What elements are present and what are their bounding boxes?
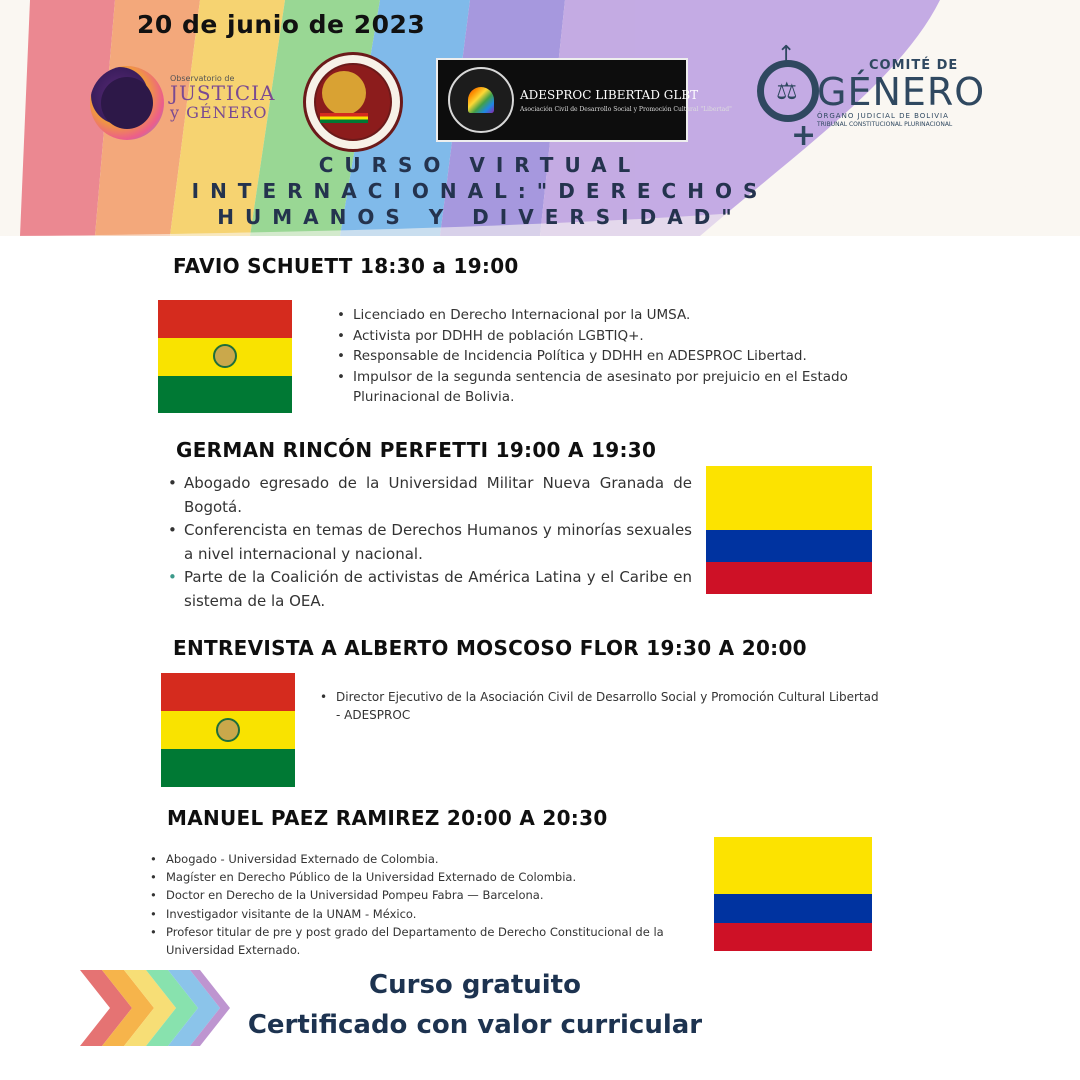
speaker-4-title: MANUEL PAEZ RAMIREZ 20:00 A 20:30: [167, 806, 608, 830]
rainbow-chevrons-icon: [80, 968, 230, 1048]
list-item: • Magíster en Derecho Público de la Universidad Externado de Colombia.: [150, 868, 710, 886]
adesproc-logo: [436, 58, 732, 142]
list-item: • Conferencista en temas de Derechos Humanos y minorías sexuales a nivel internacional y nacional.: [168, 519, 692, 566]
comite-line1: COMITÉ DE: [869, 58, 959, 73]
footer-free-course: Curso gratuito: [369, 970, 581, 1000]
list-item: • Parte de la Coalición de activistas de América Latina y el Caribe en sistema de la OEA.: [168, 566, 692, 613]
list-item: • Doctor en Derecho de la Universidad Pompeu Fabra — Barcelona.: [150, 886, 710, 904]
bolivia-flag-icon: [158, 300, 292, 413]
speaker-3-title: ENTREVISTA A ALBERTO MOSCOSO FLOR 19:30 A 20:00: [173, 636, 807, 660]
observatorio-logo-icon: [90, 66, 164, 140]
tribunal-constitucional-seal-icon: [303, 52, 403, 152]
speaker-2-bullets: [168, 472, 692, 613]
adesproc-phoenix-icon: [448, 67, 514, 133]
colombia-flag-icon: [706, 466, 872, 594]
header-banner: [0, 0, 1080, 236]
comite-genero-logo: [757, 42, 987, 153]
observatorio-logo-text: [170, 74, 280, 122]
comite-line4: TRIBUNAL CONSTITUCIONAL PLURINACIONAL: [817, 121, 953, 128]
colombia-flag-icon: [714, 837, 872, 951]
speaker-4-bullets: [150, 850, 710, 959]
male-arrow-icon: ↑: [777, 42, 796, 67]
list-item: • Licenciado en Derecho Internacional por la UMSA.: [337, 305, 897, 326]
list-item: • Responsable de Incidencia Política y DDHH en ADESPROC Libertad.: [337, 346, 897, 367]
footer-certificate: Certificado con valor curricular: [247, 1010, 703, 1040]
adesproc-title: ADESPROC LIBERTAD GLBT: [520, 88, 699, 102]
comite-line3: ÓRGANO JUDICIAL DE BOLIVIA: [817, 112, 949, 120]
list-item: • Impulsor de la segunda sentencia de asesinato por prejuicio en el Estado Plurinacional de Bolivia.: [337, 367, 897, 408]
speaker-1-bullets: [337, 305, 897, 408]
list-item: • Director Ejecutivo de la Asociación Civil de Desarrollo Social y Promoción Cultural Libertad - ADESPROC: [320, 688, 880, 724]
list-item: • Abogado egresado de la Universidad Militar Nueva Granada de Bogotá.: [168, 472, 692, 519]
list-item: • Profesor titular de pre y post grado del Departamento de Derecho Constitucional de la Universidad Externado.: [150, 923, 710, 959]
observatorio-small-label: Observatorio de: [170, 74, 235, 83]
speaker-1-title: FAVIO SCHUETT 18:30 a 19:00: [173, 254, 519, 278]
course-title: CURSO VIRTUAL INTERNACIONAL:"DERECHOS HUMANOS Y DIVERSIDAD": [191, 153, 769, 229]
list-item: • Activista por DDHH de población LGBTIQ+.: [337, 326, 897, 347]
observatorio-line2: y GÉNERO: [170, 103, 268, 122]
adesproc-subtitle: Asociación Civil de Desarrollo Social y Promoción Cultural "Libertad": [520, 106, 732, 113]
speaker-3-bullets: [320, 688, 880, 724]
comite-line2: GÉNERO: [817, 70, 986, 114]
list-item: • Abogado - Universidad Externado de Colombia.: [150, 850, 710, 868]
gender-balance-icon: ⚖: [757, 60, 819, 122]
female-cross-icon: +: [791, 118, 817, 153]
event-date: 20 de junio de 2023: [137, 10, 426, 39]
list-item: • Investigador visitante de la UNAM - México.: [150, 905, 710, 923]
observatorio-line1: JUSTICIA: [170, 81, 276, 105]
bolivia-flag-icon: [161, 673, 295, 787]
speaker-2-title: GERMAN RINCÓN PERFETTI 19:00 A 19:30: [176, 438, 657, 462]
